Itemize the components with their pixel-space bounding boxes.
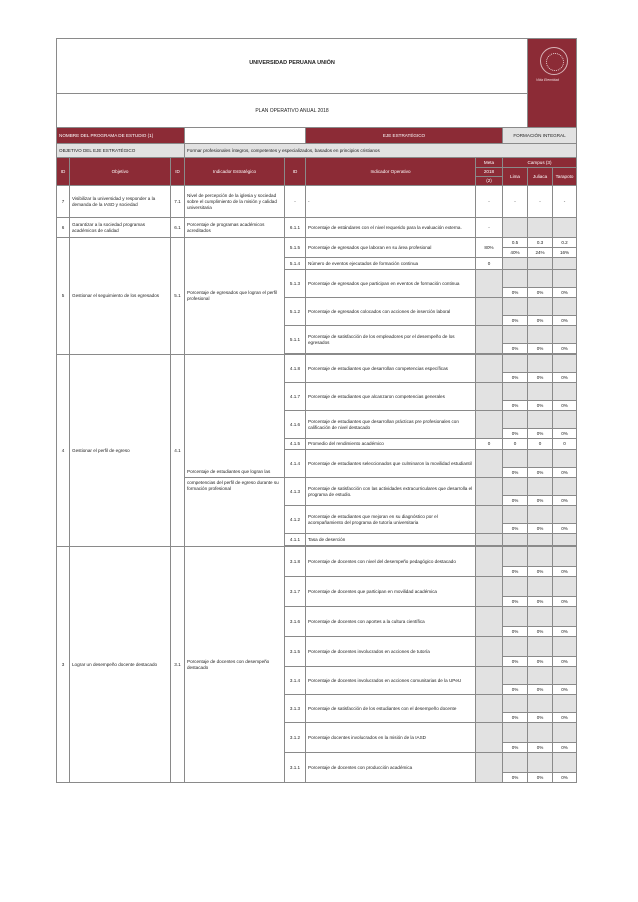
strategic-indicator-text: Nivel de percepción de la iglesia y sociedad sobre el cumplimiento de la misión y calidad universitaria xyxy=(185,186,285,218)
operative-indicator-id: 4.1.5 xyxy=(285,439,306,450)
operative-indicator-text: Tasa de deserción xyxy=(306,534,476,546)
operative-indicator-text: Porcentaje de docentes involucrados en acciones de tutoría xyxy=(306,637,476,667)
operative-indicator-id: 4.1.7 xyxy=(285,383,306,411)
strategic-indicator-id: 7.1 xyxy=(171,186,185,218)
plan-title: PLAN OPERATIVO ANUAL 2018 xyxy=(57,94,528,128)
juliaca-value[interactable]: 0% xyxy=(528,401,553,411)
juliaca-value[interactable]: 24% xyxy=(528,248,553,258)
lima-value[interactable]: 0% xyxy=(503,496,528,506)
strategic-indicator-text: Porcentaje de programas académicos acreditados xyxy=(185,218,285,238)
lima-value[interactable]: 0% xyxy=(503,429,528,439)
lima-value[interactable]: 0% xyxy=(503,524,528,534)
juliaca-value[interactable]: 0% xyxy=(528,373,553,383)
logo-text: Vida Eternidad xyxy=(536,78,559,82)
lima-value[interactable]: 0% xyxy=(503,743,528,753)
juliaca-value[interactable]: - xyxy=(528,186,553,218)
lima-value[interactable]: 0% xyxy=(503,567,528,577)
meta-value[interactable]: 80% xyxy=(476,238,503,258)
tarapoto-value[interactable]: 0% xyxy=(553,429,577,439)
operative-indicator-id: 5.1.1 xyxy=(285,326,306,354)
juliaca-value[interactable]: 0% xyxy=(528,743,553,753)
operative-indicator-id: 4.1.2 xyxy=(285,506,306,534)
lima-value[interactable]: 0% xyxy=(503,685,528,695)
lima-value[interactable]: - xyxy=(503,186,528,218)
lima-value[interactable]: 0% xyxy=(503,401,528,411)
operative-indicator-id: 5.1.3 xyxy=(285,270,306,298)
lima-value[interactable]: 0% xyxy=(503,597,528,607)
poa-sheet xyxy=(56,38,576,783)
lima-value[interactable]: 0% xyxy=(503,627,528,637)
objective-text: Lograr un desempeño docente destacado xyxy=(70,547,171,783)
program-name-field[interactable] xyxy=(185,128,306,144)
juliaca-value[interactable]: 0% xyxy=(528,657,553,667)
meta-value[interactable]: - xyxy=(476,186,503,218)
lima-value[interactable]: 0% xyxy=(503,288,528,298)
header-objetivo: Objetivo xyxy=(70,158,171,186)
tarapoto-value[interactable]: 0% xyxy=(553,627,577,637)
lima-value[interactable]: 0% xyxy=(503,773,528,783)
tarapoto-value[interactable]: 0 xyxy=(553,439,577,450)
meta-value[interactable]: - xyxy=(476,218,503,238)
lima-value[interactable]: 0% xyxy=(503,344,528,354)
operative-indicator-id: 4.1.3 xyxy=(285,478,306,506)
operative-indicator-id: 5.1.5 xyxy=(285,238,306,258)
juliaca-value[interactable]: 0% xyxy=(528,429,553,439)
operative-indicator-id: 5.1.2 xyxy=(285,298,306,326)
strategic-indicator-text-b: competencias del perfil de egreso durante su formación profesional xyxy=(185,478,285,547)
operative-indicator-id: 3.1.5 xyxy=(285,637,306,667)
operative-indicator-id: 3.1.4 xyxy=(285,667,306,695)
operative-indicator-text: Porcentaje de satisfacción de los estudiantes con el desempeño docente xyxy=(306,695,476,723)
tarapoto-value[interactable]: 0% xyxy=(553,597,577,607)
operative-indicator-text: Porcentaje docentes involucrados en la misión de la IASD xyxy=(306,723,476,753)
objective-text: Gestionar el perfil de egreso xyxy=(70,355,171,547)
university-logo xyxy=(528,39,577,128)
operative-indicator-id: 3.1.3 xyxy=(285,695,306,723)
university-title: UNIVERSIDAD PERUANA UNIÓN xyxy=(57,39,528,94)
header-id-3: ID xyxy=(285,158,306,186)
lima-value[interactable]: 0% xyxy=(503,468,528,478)
juliaca-value[interactable]: 0% xyxy=(528,344,553,354)
program-name-label: NOMBRE DEL PROGRAMA DE ESTUDIO (1) xyxy=(57,128,185,144)
operative-indicator-text: Número de eventos ejecutados de formación continua xyxy=(306,258,476,270)
juliaca-value[interactable]: 0% xyxy=(528,713,553,723)
tarapoto-value[interactable]: 0% xyxy=(553,524,577,534)
objective-id: 5 xyxy=(57,238,70,355)
strategic-indicator-id: 3.1 xyxy=(171,547,185,783)
juliaca-value[interactable]: 0% xyxy=(528,627,553,637)
tarapoto-value[interactable]: 0% xyxy=(553,567,577,577)
lima-value[interactable]: 0% xyxy=(503,713,528,723)
tarapoto-value[interactable]: 0% xyxy=(553,496,577,506)
tarapoto-value[interactable]: 0% xyxy=(553,685,577,695)
operative-indicator-id: 4.1.1 xyxy=(285,534,306,546)
juliaca-value[interactable]: 0% xyxy=(528,685,553,695)
strategic-indicator-id: 4.1 xyxy=(171,355,185,547)
tarapoto-value[interactable]: 0% xyxy=(553,401,577,411)
tarapoto-value[interactable]: 0% xyxy=(553,468,577,478)
poa-table xyxy=(56,38,577,783)
lima-weight[interactable]: 0.5 xyxy=(503,238,528,248)
operative-indicator-text: Porcentaje de docentes con producción académica xyxy=(306,753,476,783)
header-meta-year: 2018 xyxy=(476,168,503,177)
strategic-indicator-id: 6.1 xyxy=(171,218,185,238)
tarapoto-value[interactable]: 0% xyxy=(553,657,577,667)
strategic-indicator-text-a: Porcentaje de estudiantes que logran las xyxy=(185,355,285,478)
tarapoto-value[interactable]: 0% xyxy=(553,743,577,753)
juliaca-value[interactable]: 0% xyxy=(528,773,553,783)
operative-indicator-id: 6.1.1 xyxy=(285,218,306,238)
operative-indicator-id: 4.1.4 xyxy=(285,450,306,478)
header-campus: Campus (3) xyxy=(503,158,577,168)
meta-value[interactable]: 0 xyxy=(476,258,503,270)
objective-id: 6 xyxy=(57,218,70,238)
lima-value[interactable]: 0% xyxy=(503,373,528,383)
operative-indicator-text: Porcentaje de estándares con el nivel requerido para la evaluación externa. xyxy=(306,218,476,238)
lima-value[interactable]: 40% xyxy=(503,248,528,258)
operative-indicator-id: 4.1.8 xyxy=(285,355,306,383)
juliaca-value[interactable]: 0% xyxy=(528,288,553,298)
operative-indicator-text: Porcentaje de satisfacción con las actividades extracurriculares que desarrolla el programa de estudio. xyxy=(306,478,476,506)
header-meta-note: (2) xyxy=(476,177,503,186)
operative-indicator-id: - xyxy=(285,186,306,218)
header-id-2: ID xyxy=(171,158,185,186)
operative-indicator-text: Porcentaje de estudiantes que alcanzaron competencias generales xyxy=(306,383,476,411)
objective-id: 3 xyxy=(57,547,70,783)
lima-value[interactable]: 0% xyxy=(503,657,528,667)
objective-text: Garantizar a la sociedad programas académicos de calidad xyxy=(70,218,171,238)
strategic-indicator-text: Porcentaje de docentes con desempeño destacado xyxy=(185,547,285,783)
operative-indicator-text: Porcentaje de egresados que laboran en su área profesional xyxy=(306,238,476,258)
objetivo-eje-value: Formar profesionales íntegros, competentes y especializados, basados en principios cristianos xyxy=(185,144,577,158)
tarapoto-value[interactable]: 0% xyxy=(553,773,577,783)
operative-indicator-text: Porcentaje de egresados colocados con acciones de inserción laboral xyxy=(306,298,476,326)
header-id: ID xyxy=(57,158,70,186)
operative-indicator-id: 3.1.6 xyxy=(285,607,306,637)
lima-value[interactable]: 0% xyxy=(503,316,528,326)
operative-indicator-text: Porcentaje de docentes con nivel del desempeño pedagógico destacado xyxy=(306,547,476,577)
juliaca-value[interactable]: 0% xyxy=(528,468,553,478)
juliaca-value[interactable]: 0% xyxy=(528,316,553,326)
strategic-indicator-text: Porcentaje de egresados que logran el perfil profesional xyxy=(185,238,285,355)
operative-indicator-text: Porcentaje de docentes que participan en movilidad académica xyxy=(306,577,476,607)
operative-indicator-text: - xyxy=(306,186,476,218)
operative-indicator-text: Porcentaje de estudiantes que mejoran en su diagnóstico por el acompañamiento del programa de tutoría universitaria xyxy=(306,506,476,534)
juliaca-value[interactable]: 0 xyxy=(528,439,553,450)
juliaca-value[interactable]: 0% xyxy=(528,567,553,577)
tarapoto-weight[interactable]: 0.2 xyxy=(553,238,577,248)
operative-indicator-id: 3.1.1 xyxy=(285,753,306,783)
header-lima: Lima xyxy=(503,168,528,186)
operative-indicator-text: Porcentaje de docentes involucrados en acciones comunitarias de la UPeU xyxy=(306,667,476,695)
tarapoto-value[interactable]: - xyxy=(553,186,577,218)
header-tarapoto: Tarapoto xyxy=(553,168,577,186)
eje-value: FORMACIÓN INTEGRAL xyxy=(503,128,577,144)
objective-id: 7 xyxy=(57,186,70,218)
seal-icon xyxy=(540,47,568,75)
operative-indicator-text: Promedio del rendimiento académico xyxy=(306,439,476,450)
operative-indicator-id: 4.1.6 xyxy=(285,411,306,439)
juliaca-value[interactable]: 0% xyxy=(528,524,553,534)
operative-indicator-id: 3.1.7 xyxy=(285,577,306,607)
header-meta: Meta xyxy=(476,158,503,168)
tarapoto-value[interactable]: 0% xyxy=(553,373,577,383)
operative-indicator-text: Porcentaje de estudiantes seleccionados que culminaron la movilidad estudiantil xyxy=(306,450,476,478)
juliaca-value[interactable]: 0% xyxy=(528,597,553,607)
operative-indicator-text: Porcentaje de estudiantes que desarrollan prácticas pre profesionales con calificación de nivel destacado xyxy=(306,411,476,439)
tarapoto-value[interactable]: 0% xyxy=(553,344,577,354)
operative-indicator-text: Porcentaje de estudiantes que desarrollan competencias específicas xyxy=(306,355,476,383)
tarapoto-value[interactable]: 0% xyxy=(553,316,577,326)
juliaca-value[interactable]: 0% xyxy=(528,496,553,506)
header-juliaca: Juliaca xyxy=(528,168,553,186)
operative-indicator-text: Porcentaje de docentes con aportes a la cultura científica xyxy=(306,607,476,637)
objetivo-eje-label: OBJETIVO DEL EJE ESTRATÉGICO xyxy=(57,144,185,158)
objective-text: Visibilizar la universidad y responder a la demanda de la IASD y sociedad xyxy=(70,186,171,218)
tarapoto-value[interactable]: 0% xyxy=(553,713,577,723)
strategic-indicator-id: 5.1 xyxy=(171,238,185,355)
header-ind-operativo: Indicador Operativo xyxy=(306,158,476,186)
meta-value[interactable]: 0 xyxy=(476,439,503,450)
operative-indicator-text: Porcentaje de egresados que participan en eventos de formación continua xyxy=(306,270,476,298)
objective-text: Gestionar el seguimiento de los egresados xyxy=(70,238,171,355)
header-ind-estrategico: Indicador Estratégico xyxy=(185,158,285,186)
operative-indicator-text: Porcentaje de satisfacción de los empleadores por el desempeño de los egresados xyxy=(306,326,476,354)
tarapoto-value[interactable]: 16% xyxy=(553,248,577,258)
operative-indicator-id: 3.1.8 xyxy=(285,547,306,577)
operative-indicator-id: 3.1.2 xyxy=(285,723,306,753)
lima-value[interactable]: 0 xyxy=(503,439,528,450)
juliaca-weight[interactable]: 0.3 xyxy=(528,238,553,248)
eje-label: EJE ESTRATÉGICO xyxy=(306,128,503,144)
objective-id: 4 xyxy=(57,355,70,547)
operative-indicator-id: 5.1.4 xyxy=(285,258,306,270)
tarapoto-value[interactable]: 0% xyxy=(553,288,577,298)
